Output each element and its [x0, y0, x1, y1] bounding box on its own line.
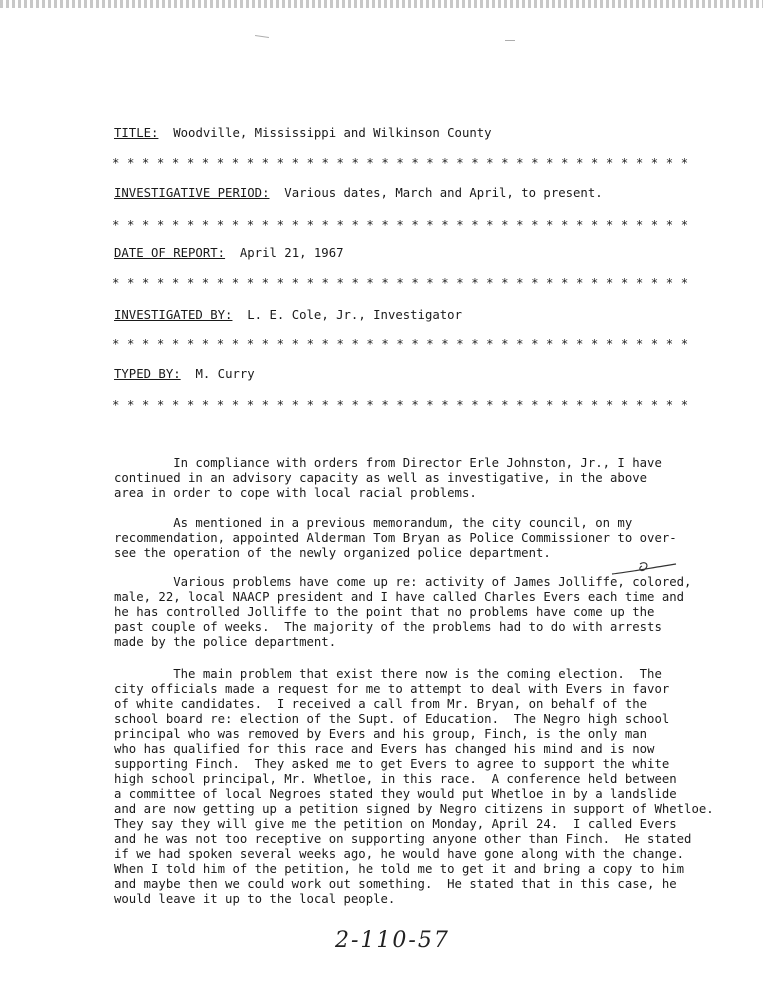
paragraph-line: When I told him of the petition, he told me to get it and bring a copy to him: [114, 862, 685, 876]
paragraph-line: and maybe then we could work out something. He stated that in this case, he: [114, 877, 677, 891]
paragraph-line: male, 22, local NAACP president and I have called Charles Evers each time and: [114, 590, 685, 604]
paragraph-line: recommendation, appointed Alderman Tom Bryan as Police Commissioner to over-: [114, 531, 677, 545]
title-field: [114, 126, 492, 140]
paragraph: [114, 516, 677, 561]
separator: * * * * * * * * * * * * * * * * * * * * * * * * * * * * * * * * * * * * * * *: [112, 276, 689, 290]
paragraph-line: principal who was removed by Evers and his group, Finch, is the only man: [114, 727, 648, 741]
typed-by-label: TYPED BY:: [114, 367, 181, 381]
paragraph-line: continued in an advisory capacity as well as investigative, in the above: [114, 471, 648, 485]
paragraph-line: school board re: election of the Supt. of Education. The Negro high school: [114, 712, 670, 726]
paragraph-line: see the operation of the newly organized police department.: [114, 546, 551, 560]
paragraph-line: a committee of local Negroes stated they would put Whetloe in by a landslide: [114, 787, 677, 801]
separator: * * * * * * * * * * * * * * * * * * * * * * * * * * * * * * * * * * * * * * *: [112, 337, 689, 351]
paragraph: [114, 575, 691, 650]
separator: * * * * * * * * * * * * * * * * * * * * * * * * * * * * * * * * * * * * * * *: [112, 398, 689, 412]
scan-speck: [255, 35, 269, 38]
date-value: April 21, 1967: [239, 246, 344, 260]
period-label: INVESTIGATIVE PERIOD:: [114, 186, 270, 200]
investigator-field: [114, 308, 462, 322]
paragraph-line: In compliance with orders from Director Erle Johnston, Jr., I have: [114, 456, 662, 470]
paragraph-line: area in order to cope with local racial problems.: [114, 486, 477, 500]
scan-top-edge: [0, 0, 763, 8]
paragraph-line: would leave it up to the local people.: [114, 892, 396, 906]
paragraph-line: he has controlled Jolliffe to the point that no problems have come up the: [114, 605, 655, 619]
paragraph-line: past couple of weeks. The majority of the problems had to do with arrests: [114, 620, 662, 634]
paragraph-line: As mentioned in a previous memorandum, the city council, on my: [114, 516, 633, 530]
paragraph-line: made by the police department.: [114, 635, 337, 649]
paragraph-line: city officials made a request for me to attempt to deal with Evers in favor: [114, 682, 670, 696]
paragraph-line: who has qualified for this race and Evers has changed his mind and is now: [114, 742, 655, 756]
typed-by-value: M. Curry: [195, 367, 255, 381]
paragraph-line: The main problem that exist there now is the coming election. The: [114, 667, 662, 681]
paragraph: [114, 456, 662, 501]
paragraph-line: and are now getting up a petition signed by Negro citizens in support of Whetloe.: [114, 802, 714, 816]
investigator-value: L. E. Cole, Jr., Investigator: [247, 308, 462, 322]
paragraph-line: Various problems have come up re: activity of James Jolliffe, colored,: [114, 575, 692, 589]
separator: * * * * * * * * * * * * * * * * * * * * * * * * * * * * * * * * * * * * * * *: [112, 218, 689, 232]
typed-by-field: [114, 367, 255, 381]
scan-speck: [505, 40, 515, 41]
paragraph-line: high school principal, Mr. Whetloe, in this race. A conference held between: [114, 772, 677, 786]
title-label: TITLE:: [114, 126, 159, 140]
paragraph-line: of white candidates. I received a call from Mr. Bryan, on behalf of the: [114, 697, 648, 711]
period-field: [114, 186, 603, 200]
paragraph-line: They say they will give me the petition on Monday, April 24. I called Evers: [114, 817, 677, 831]
date-label: DATE OF REPORT:: [114, 246, 226, 260]
handwritten-page-number: 2-110-57: [335, 928, 450, 953]
paragraph-line: and he was not too receptive on supporting anyone other than Finch. He stated: [114, 832, 692, 846]
separator: * * * * * * * * * * * * * * * * * * * * * * * * * * * * * * * * * * * * * * *: [112, 156, 689, 170]
paragraph-line: if we had spoken several weeks ago, he would have gone along with the change.: [114, 847, 685, 861]
paragraph-line: supporting Finch. They asked me to get Evers to agree to support the white: [114, 757, 670, 771]
date-field: [114, 246, 344, 260]
handwritten-correction-mark: [610, 558, 680, 580]
investigator-label: INVESTIGATED BY:: [114, 308, 233, 322]
paragraph: [114, 667, 714, 907]
title-value: Woodville, Mississippi and Wilkinson County: [173, 126, 492, 140]
period-value: Various dates, March and April, to present.: [284, 186, 603, 200]
